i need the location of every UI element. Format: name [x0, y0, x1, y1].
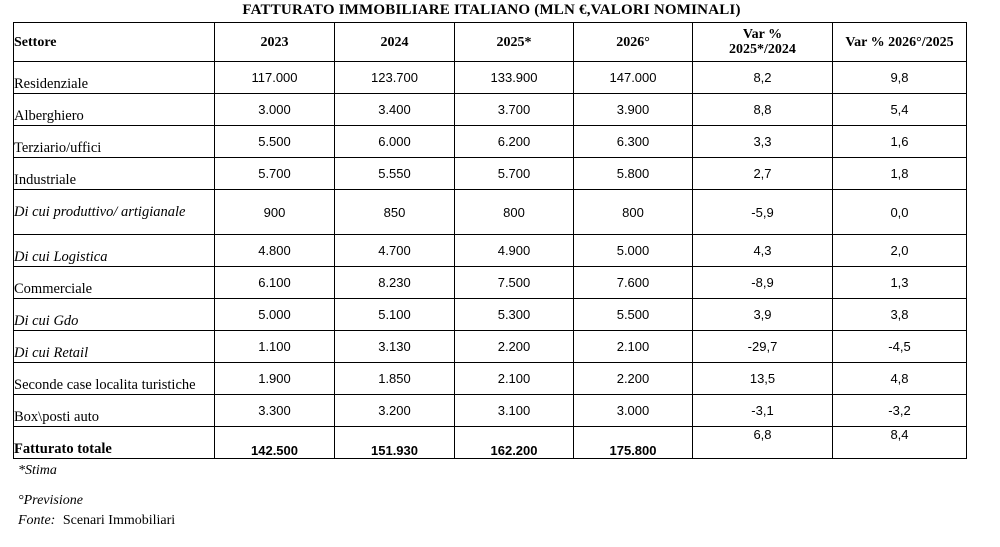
sector-cell: Seconde case localita turistiche [14, 363, 215, 395]
value-cell-v2023: 5.700 [215, 158, 335, 190]
value-cell-var1: -29,7 [693, 331, 833, 363]
note-estimate-text: *Stima [18, 463, 57, 478]
value-cell-v2023: 6.100 [215, 267, 335, 299]
value-cell-var2: -3,2 [833, 395, 967, 427]
header-var-2026: Var % 2026°/2025 [833, 23, 967, 62]
table-row [14, 235, 967, 267]
table-row [14, 62, 967, 94]
table-title: FATTURATO IMMOBILIARE ITALIANO (MLN €,VALORI NOMINALI) [242, 2, 741, 18]
header-sector: Settore [14, 23, 215, 62]
value-cell-var1: 3,9 [693, 299, 833, 331]
value-cell-v2023: 4.800 [215, 235, 335, 267]
value-cell-v2023: 1.100 [215, 331, 335, 363]
value-cell-var1: 4,3 [693, 235, 833, 267]
value-cell-v2024: 3.400 [335, 94, 455, 126]
value-cell-var2: 2,0 [833, 235, 967, 267]
value-cell-v2023: 900 [215, 190, 335, 235]
value-cell-v2025: 5.700 [455, 158, 574, 190]
total-cell-v2025: 162.200 [455, 427, 574, 459]
total-cell-v2024: 151.930 [335, 427, 455, 459]
total-cell-v2026: 175.800 [574, 427, 693, 459]
value-cell-v2025: 4.900 [455, 235, 574, 267]
value-cell-v2026: 5.500 [574, 299, 693, 331]
value-cell-var1: -3,1 [693, 395, 833, 427]
value-cell-var1: 3,3 [693, 126, 833, 158]
table-row [14, 395, 967, 427]
total-cell-var2: 8,4 [833, 427, 967, 459]
header-row [14, 23, 967, 62]
table-row [14, 267, 967, 299]
sector-cell: Di cui Retail [14, 331, 215, 363]
value-cell-v2026: 5.800 [574, 158, 693, 190]
value-cell-v2025: 133.900 [455, 62, 574, 94]
table-row [14, 190, 967, 235]
note-estimate [18, 463, 57, 479]
value-cell-v2025: 5.300 [455, 299, 574, 331]
value-cell-v2024: 123.700 [335, 62, 455, 94]
total-row [14, 427, 967, 459]
value-cell-v2026: 3.900 [574, 94, 693, 126]
value-cell-v2026: 7.600 [574, 267, 693, 299]
value-cell-v2024: 3.130 [335, 331, 455, 363]
value-cell-var1: 2,7 [693, 158, 833, 190]
value-cell-var2: 1,3 [833, 267, 967, 299]
sector-cell: Alberghiero [14, 94, 215, 126]
source-value: Scenari Immobiliari [62, 513, 176, 528]
table-row [14, 158, 967, 190]
value-cell-v2024: 850 [335, 190, 455, 235]
value-cell-v2025: 800 [455, 190, 574, 235]
sector-cell: Di cui produttivo/ artigianale [14, 190, 215, 235]
value-cell-v2025: 7.500 [455, 267, 574, 299]
value-cell-var1: 13,5 [693, 363, 833, 395]
value-cell-var2: 9,8 [833, 62, 967, 94]
header-2026: 2026° [574, 23, 693, 62]
table-row [14, 126, 967, 158]
sector-cell: Residenziale [14, 62, 215, 94]
header-2023: 2023 [215, 23, 335, 62]
note-forecast [18, 493, 83, 509]
value-cell-v2026: 147.000 [574, 62, 693, 94]
value-cell-var1: 8,2 [693, 62, 833, 94]
value-cell-v2026: 800 [574, 190, 693, 235]
value-cell-v2023: 5.000 [215, 299, 335, 331]
table-row [14, 299, 967, 331]
sector-cell: Industriale [14, 158, 215, 190]
value-cell-var1: -5,9 [693, 190, 833, 235]
sector-cell: Di cui Logistica [14, 235, 215, 267]
value-cell-var2: 1,6 [833, 126, 967, 158]
value-cell-v2024: 1.850 [335, 363, 455, 395]
table-row [14, 363, 967, 395]
sector-cell: Commerciale [14, 267, 215, 299]
value-cell-v2026: 6.300 [574, 126, 693, 158]
value-cell-var2: 1,8 [833, 158, 967, 190]
value-cell-v2023: 117.000 [215, 62, 335, 94]
value-cell-var2: 4,8 [833, 363, 967, 395]
value-cell-var2: 5,4 [833, 94, 967, 126]
value-cell-v2023: 5.500 [215, 126, 335, 158]
value-cell-v2023: 1.900 [215, 363, 335, 395]
total-cell-var1: 6,8 [693, 427, 833, 459]
total-label: Fatturato totale [14, 427, 215, 459]
value-cell-v2024: 6.000 [335, 126, 455, 158]
revenue-table [13, 22, 967, 459]
header-2024: 2024 [335, 23, 455, 62]
value-cell-v2026: 5.000 [574, 235, 693, 267]
value-cell-v2025: 3.700 [455, 94, 574, 126]
value-cell-v2026: 2.100 [574, 331, 693, 363]
note-forecast-text: °Previsione [18, 493, 83, 508]
value-cell-v2023: 3.000 [215, 94, 335, 126]
value-cell-var2: -4,5 [833, 331, 967, 363]
value-cell-v2025: 3.100 [455, 395, 574, 427]
value-cell-v2026: 3.000 [574, 395, 693, 427]
value-cell-v2023: 3.300 [215, 395, 335, 427]
value-cell-v2025: 6.200 [455, 126, 574, 158]
source-label: Fonte: [18, 513, 56, 528]
value-cell-v2025: 2.200 [455, 331, 574, 363]
sector-cell: Terziario/uffici [14, 126, 215, 158]
total-cell-v2023: 142.500 [215, 427, 335, 459]
header-2025: 2025* [455, 23, 574, 62]
sector-cell: Box\posti auto [14, 395, 215, 427]
value-cell-v2024: 5.100 [335, 299, 455, 331]
value-cell-var2: 3,8 [833, 299, 967, 331]
table-row [14, 331, 967, 363]
value-cell-v2024: 3.200 [335, 395, 455, 427]
value-cell-v2024: 8.230 [335, 267, 455, 299]
value-cell-v2024: 4.700 [335, 235, 455, 267]
value-cell-v2024: 5.550 [335, 158, 455, 190]
note-source [18, 513, 175, 529]
table-row [14, 94, 967, 126]
header-var-2025: Var % 2025*/2024 [693, 23, 833, 62]
value-cell-var1: -8,9 [693, 267, 833, 299]
value-cell-v2026: 2.200 [574, 363, 693, 395]
value-cell-v2025: 2.100 [455, 363, 574, 395]
value-cell-var2: 0,0 [833, 190, 967, 235]
sector-cell: Di cui Gdo [14, 299, 215, 331]
value-cell-var1: 8,8 [693, 94, 833, 126]
